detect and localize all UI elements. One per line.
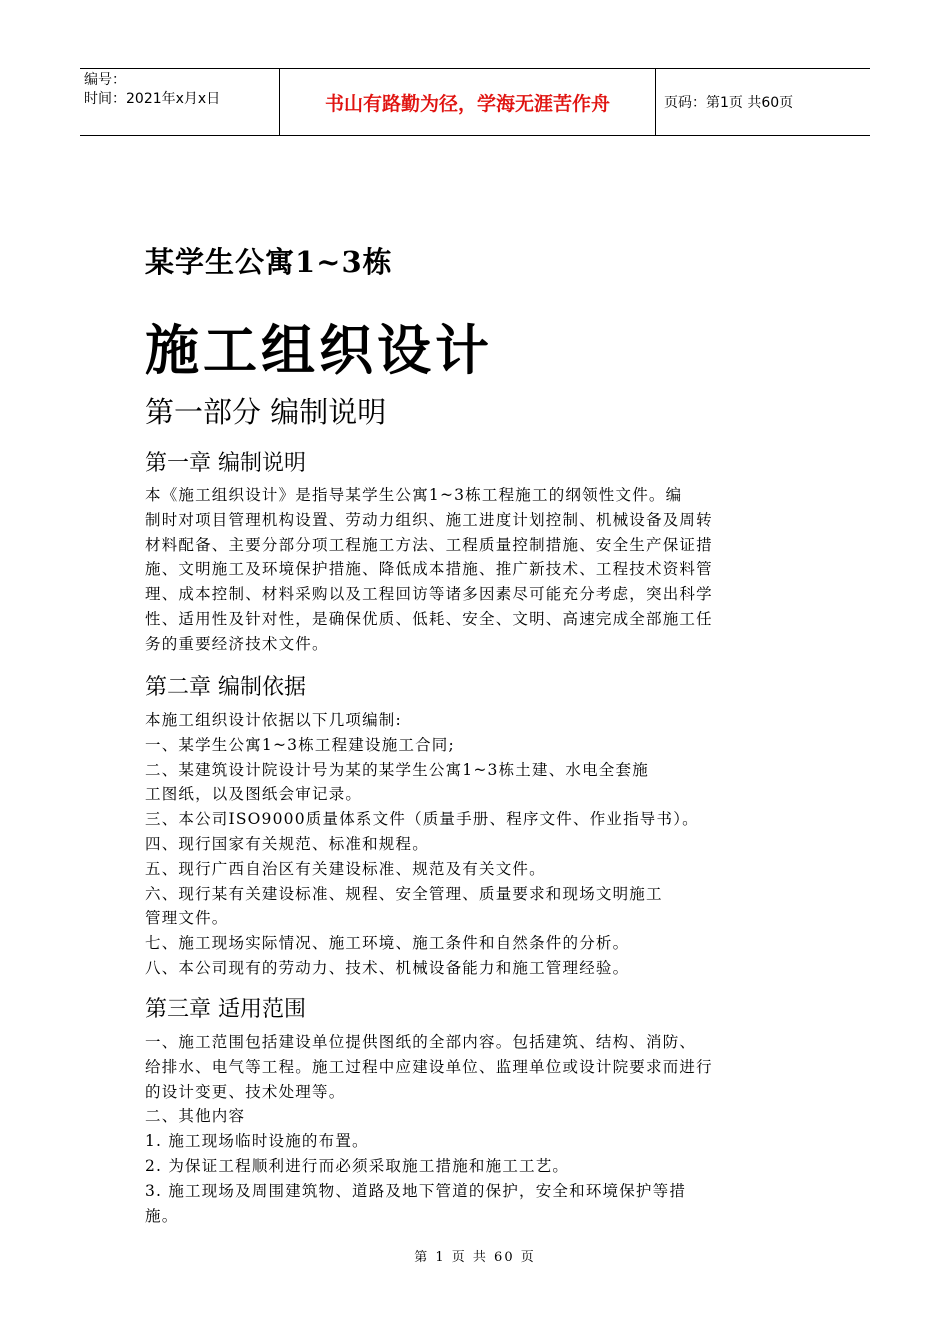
header-motto: 书山有路勤为径，学海无涯苦作舟 [280, 69, 656, 135]
header-page-info: 页码：第1页 共60页 [664, 95, 794, 111]
paragraph-line: 施、文明施工及环境保护措施、降低成本措施、推广新技术、工程技术资料管 [145, 560, 713, 579]
paragraph-line: 本《施工组织设计》是指导某学生公寓1~3栋工程施工的纲领性文件。编 [145, 486, 683, 504]
paragraph-line: 制时对项目管理机构设置、劳动力组织、施工进度计划控制、机械设备及周转 [145, 510, 713, 529]
paragraph-line: 施。 [145, 1206, 179, 1225]
paragraph-line: 材料配备、主要分部分项工程施工方法、工程质量控制措施、安全生产保证措 [145, 535, 713, 554]
chapter-3-title: 第三章 适用范围 [145, 997, 306, 1022]
header-meta [80, 69, 280, 135]
paragraph-line: 性、适用性及针对性，是确保优质、低耗、安全、文明、高速完成全部施工任 [145, 609, 713, 628]
header-code: 编号： [84, 72, 126, 88]
paragraph-line: 三、本公司ISO9000质量体系文件（质量手册、程序文件、作业指导书）。 [145, 810, 699, 829]
paragraph-line: 1. 施工现场临时设施的布置。 [145, 1132, 369, 1151]
paragraph-line: 六、现行某有关建设标准、规程、安全管理、质量要求和现场文明施工 [145, 884, 663, 903]
chapter-1-body [145, 483, 805, 657]
doc-subtitle: 某学生公寓1~3栋 [145, 245, 393, 279]
paragraph-line: 管理文件。 [145, 909, 229, 928]
paragraph-line: 四、现行国家有关规范、标准和规程。 [145, 834, 429, 853]
header-date: 时间：2021年x月x日 [84, 91, 221, 107]
chapter-2-title: 第二章 编制依据 [145, 675, 306, 700]
paragraph-line: 二、其他内容 [145, 1107, 246, 1126]
paragraph-line: 的设计变更、技术处理等。 [145, 1082, 346, 1101]
paragraph-line: 理、成本控制、材料采购以及工程回访等诸多因素尽可能充分考虑，突出科学 [145, 585, 713, 604]
page-footer: 第 1 页 共 60 页 [414, 1250, 536, 1265]
chapter-2-body [145, 708, 805, 981]
paragraph-line: 二、某建筑设计院设计号为某的某学生公寓1~3栋土建、水电全套施 [145, 760, 649, 779]
paragraph-line: 七、施工现场实际情况、施工环境、施工条件和自然条件的分析。 [145, 934, 630, 953]
paragraph-line: 八、本公司现有的劳动力、技术、机械设备能力和施工管理经验。 [145, 958, 630, 977]
chapter-1-title: 第一章 编制说明 [145, 451, 306, 476]
paragraph-line: 务的重要经济技术文件。 [145, 634, 329, 653]
paragraph-line: 一、施工范围包括建设单位提供图纸的全部内容。包括建筑、结构、消防、 [145, 1033, 697, 1051]
part-title: 第一部分 编制说明 [145, 395, 387, 429]
doc-title: 施工组织设计 [145, 319, 493, 382]
paragraph-line: 3. 施工现场及周围建筑物、道路及地下管道的保护，安全和环境保护等措 [145, 1181, 687, 1200]
paragraph-line: 本施工组织设计依据以下几项编制: [145, 711, 402, 729]
paragraph-line: 工图纸，以及图纸会审记录。 [145, 785, 363, 804]
paragraph-line: 2. 为保证工程顺利进行而必须采取施工措施和施工工艺。 [145, 1156, 570, 1175]
paragraph-line: 五、现行广西自治区有关建设标准、规范及有关文件。 [145, 859, 546, 878]
paragraph-line: 一、某学生公寓1~3栋工程建设施工合同; [145, 735, 455, 754]
chapter-3-body [145, 1030, 805, 1228]
paragraph-line: 给排水、电气等工程。施工过程中应建设单位、监理单位或设计院要求而进行 [145, 1057, 713, 1076]
page-header [80, 68, 870, 136]
